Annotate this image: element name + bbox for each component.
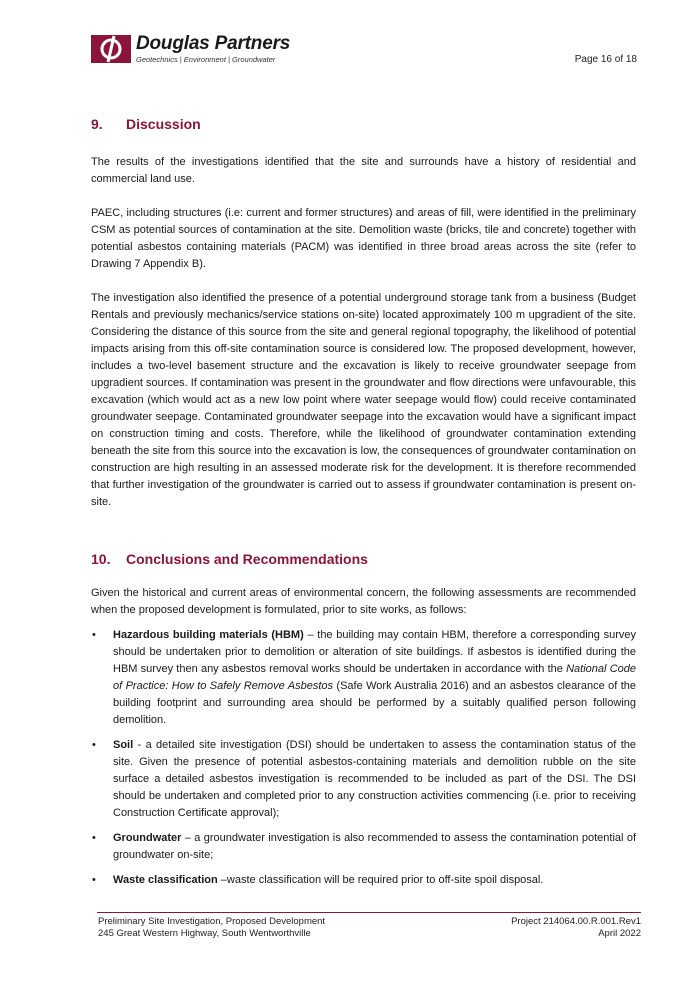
- footer-date: April 2022: [598, 928, 641, 939]
- paragraph: The investigation also identified the presence of a potential underground storage tank from a business (Budget Rentals and previously mechanics/service stations on-site) located approximately 100 m upgradient of the site. Considering the distance of this source from the site and general regional topography, the likelihood of potential impacts arising from this off-site contamination source is considered low. The proposed development, however, includes a two-level basement structure and the excavation is likely to receive groundwater seepage from upgradient sources. If contamination was present in the groundwater and flow directions were unfavourable, this excavation (which would act as a new low point where water seepage would flow) could receive contaminated groundwater seepage. Contaminated groundwater seepage into the excavation would have a significant impact on construction timing and costs. Therefore, while the likelihood of groundwater contamination extending beneath the site from this source into the excavation is low, the consequences of groundwater contamination on construction are high resulting in an assessed moderate risk for the development. It is therefore recommended that further investigation of the groundwater is carried out to assess if groundwater contamination is present on-site.: [91, 292, 636, 508]
- item-term: Waste classification: [113, 874, 218, 886]
- item-term: Groundwater: [113, 832, 182, 844]
- document-body: [91, 116, 636, 897]
- section-heading-discussion: [91, 116, 636, 132]
- list-item: [91, 737, 636, 822]
- recommendations-list: [91, 627, 636, 889]
- footer-left: [98, 916, 325, 940]
- section-heading-conclusions: [91, 551, 636, 567]
- citation: National Code of Practice: How to Safely Remove Asbestos: [113, 663, 636, 692]
- list-item: [91, 830, 636, 864]
- bullet: •: [92, 874, 96, 886]
- logo-tagline: Geotechnics | Environment | Groundwater: [136, 55, 276, 64]
- section-number: 9.: [91, 116, 103, 132]
- bullet: •: [92, 629, 96, 641]
- list-item: [91, 872, 636, 889]
- footer-project-number: Project 214064.00.R.001.Rev1: [511, 916, 641, 927]
- item-text: –waste classification will be required prior to off-site spoil disposal.: [217, 874, 544, 886]
- section-number: 10.: [91, 551, 111, 567]
- footer-report-title: Preliminary Site Investigation, Proposed Development: [98, 916, 326, 927]
- page-header: [91, 33, 641, 67]
- item-text: – a groundwater investigation is also recommended to assess the contamination potential of groundwater on-site;: [113, 832, 636, 861]
- footer-divider: [97, 912, 641, 913]
- item-text: – the building may contain HBM, therefore a corresponding survey should be undertaken prior to demolition or alteration of site buildings. If asbestos is identified during the HBM survey then any asbestos removal works should be undertaken in accordance with the: [113, 629, 636, 675]
- paragraph: The results of the investigations identified that the site and surrounds have a history of residential and commercial land use.: [91, 156, 636, 185]
- footer-address: 245 Great Western Highway, South Wentworthville: [98, 928, 311, 939]
- item-term: Hazardous building materials (HBM): [113, 629, 304, 641]
- logo-name: Douglas Partners: [136, 33, 291, 54]
- footer-right: [511, 916, 641, 940]
- page-number: Page 16 of 18: [574, 54, 637, 65]
- section-title: Discussion: [126, 116, 201, 132]
- item-text: (Safe Work Australia 2016) and an asbestos clearance of the building footprint and surrounding area should be performed by a suitably qualified person following demolition.: [113, 680, 636, 726]
- bullet: •: [92, 739, 96, 751]
- section-title: Conclusions and Recommendations: [126, 551, 368, 567]
- list-item: [91, 627, 636, 729]
- paragraph: Given the historical and current areas of environmental concern, the following assessments are recommended when the proposed development is formulated, prior to site works, as follows:: [91, 587, 636, 616]
- item-term: Soil: [113, 739, 134, 751]
- douglas-partners-logo-icon: [91, 35, 131, 63]
- item-text: - a detailed site investigation (DSI) should be undertaken to assess the contamination status of the site. Given the presence of potential asbestos-containing materials and demolition rubble on the site surface a detailed asbestos investigation is recommended to be included as part of the DSI. The DSI should be undertaken and completed prior to any construction activities commencing (i.e. prior to receiving Construction Certificate approval);: [113, 739, 636, 819]
- bullet: •: [92, 832, 96, 844]
- paragraph: PAEC, including structures (i.e: current and former structures) and areas of fill, were identified in the preliminary CSM as potential sources of contamination at the site. Demolition waste (bricks, tile and concrete) together with potential asbestos containing materials (PACM) was identified in three broad areas across the site (refer to Drawing 7 Appendix B).: [91, 207, 636, 270]
